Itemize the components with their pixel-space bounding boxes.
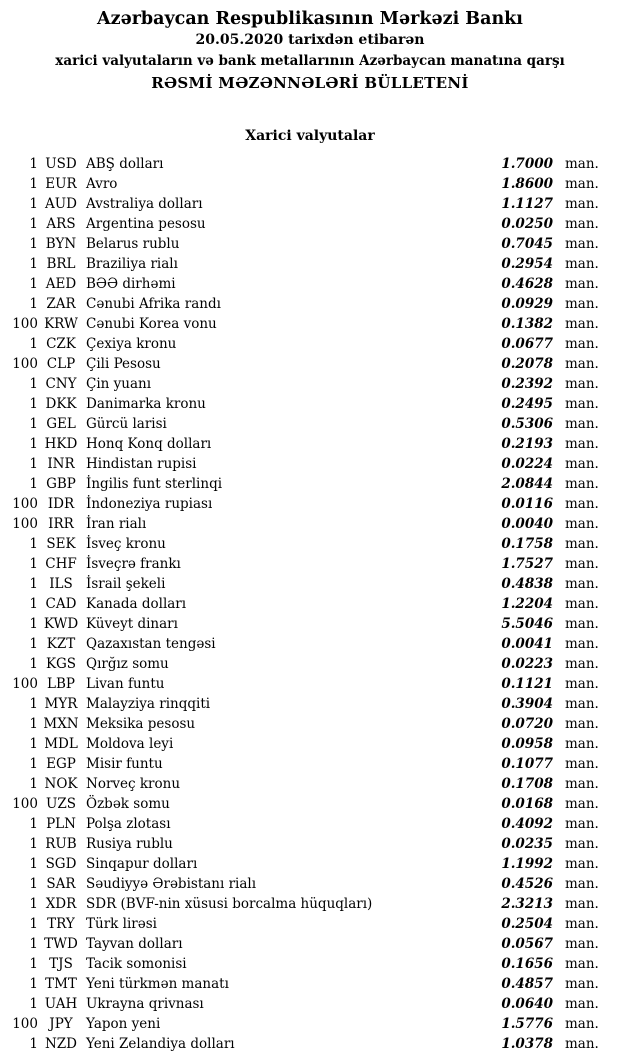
- rate-row: [0, 834, 620, 854]
- rate-unit: man.: [565, 216, 599, 232]
- rate-quantity: 1: [29, 536, 38, 552]
- currency-name: Danimarka kronu: [86, 396, 206, 412]
- rate-value: 0.3904: [501, 696, 553, 712]
- currency-code: CLP: [46, 356, 76, 372]
- rate-quantity: 1: [29, 256, 38, 272]
- rate-row: [0, 694, 620, 714]
- currency-code: RUB: [45, 836, 77, 852]
- rate-row: [0, 154, 620, 174]
- rate-row: [0, 974, 620, 994]
- rate-quantity: 100: [12, 496, 38, 512]
- rate-row: [0, 854, 620, 874]
- rate-unit: man.: [565, 376, 599, 392]
- rate-row: [0, 474, 620, 494]
- currency-name: Ukrayna qrivnası: [86, 996, 204, 1012]
- rate-row: [0, 874, 620, 894]
- rate-row: [0, 674, 620, 694]
- rate-row: [0, 394, 620, 414]
- currency-code: KRW: [44, 316, 78, 332]
- rate-unit: man.: [565, 236, 599, 252]
- currency-code: KGS: [45, 656, 77, 672]
- rate-quantity: 1: [29, 956, 38, 972]
- rate-value: 0.0223: [501, 656, 553, 672]
- currency-name: Hindistan rupisi: [86, 456, 197, 472]
- currency-name: Malayziya rinqqiti: [86, 696, 211, 712]
- rate-quantity: 1: [29, 376, 38, 392]
- rate-row: [0, 754, 620, 774]
- rate-value: 0.2193: [501, 436, 553, 452]
- currency-name: Tayvan dolları: [86, 936, 183, 952]
- rate-row: [0, 514, 620, 534]
- rate-value: 0.0640: [501, 996, 553, 1012]
- rate-row: [0, 534, 620, 554]
- currency-code: BRL: [46, 256, 76, 272]
- currency-code: SEK: [46, 536, 76, 552]
- currency-code: AED: [45, 276, 77, 292]
- rate-unit: man.: [565, 336, 599, 352]
- rate-value: 0.0041: [501, 636, 553, 652]
- currency-code: TMT: [45, 976, 77, 992]
- rate-quantity: 1: [29, 1036, 38, 1052]
- rate-row: [0, 934, 620, 954]
- rate-unit: man.: [565, 656, 599, 672]
- rate-quantity: 1: [29, 396, 38, 412]
- rate-value: 2.0844: [501, 476, 553, 492]
- rate-value: 0.2392: [501, 376, 553, 392]
- rate-unit: man.: [565, 476, 599, 492]
- rate-unit: man.: [565, 1036, 599, 1052]
- rate-value: 1.1992: [501, 856, 553, 872]
- currency-name: Türk lirəsi: [86, 916, 157, 932]
- rate-value: 0.0168: [501, 796, 553, 812]
- currency-name: BƏƏ dirhəmi: [86, 276, 176, 292]
- currency-code: MDL: [44, 736, 78, 752]
- rate-unit: man.: [565, 716, 599, 732]
- currency-name: Çexiya kronu: [86, 336, 177, 352]
- rate-value: 0.0720: [501, 716, 553, 732]
- rates-table: [0, 154, 620, 1054]
- currency-code: UAH: [44, 996, 78, 1012]
- rate-row: [0, 334, 620, 354]
- rate-value: 0.4628: [501, 276, 553, 292]
- rate-unit: man.: [565, 696, 599, 712]
- rate-unit: man.: [565, 356, 599, 372]
- rate-row: [0, 454, 620, 474]
- currency-code: CHF: [45, 556, 77, 572]
- rate-value: 0.0040: [501, 516, 553, 532]
- rate-row: [0, 434, 620, 454]
- rate-quantity: 1: [29, 576, 38, 592]
- currency-code: IRR: [48, 516, 74, 532]
- rate-unit: man.: [565, 316, 599, 332]
- rate-quantity: 1: [29, 216, 38, 232]
- rate-quantity: 1: [29, 176, 38, 192]
- rate-value: 0.4526: [501, 876, 553, 892]
- rate-quantity: 1: [29, 416, 38, 432]
- section-title-foreign-currencies: Xarici valyutalar: [245, 128, 375, 144]
- currency-code: CZK: [46, 336, 76, 352]
- rate-quantity: 1: [29, 196, 38, 212]
- rate-value: 0.0250: [501, 216, 553, 232]
- currency-name: Polşa zlotası: [86, 816, 171, 832]
- rate-row: [0, 994, 620, 1014]
- rate-row: [0, 814, 620, 834]
- rate-quantity: 1: [29, 456, 38, 472]
- rate-unit: man.: [565, 896, 599, 912]
- rate-quantity: 100: [12, 356, 38, 372]
- rate-quantity: 1: [29, 856, 38, 872]
- rate-row: [0, 174, 620, 194]
- rate-quantity: 1: [29, 836, 38, 852]
- rate-row: [0, 1034, 620, 1054]
- rate-value: 0.1382: [501, 316, 553, 332]
- currency-name: Belarus rublu: [86, 236, 180, 252]
- currency-name: Yeni Zelandiya dolları: [86, 1036, 235, 1052]
- currency-code: ARS: [46, 216, 76, 232]
- rate-unit: man.: [565, 1016, 599, 1032]
- currency-code: IDR: [47, 496, 75, 512]
- currency-code: DKK: [45, 396, 77, 412]
- currency-code: EUR: [45, 176, 77, 192]
- rate-quantity: 1: [29, 876, 38, 892]
- rate-row: [0, 614, 620, 634]
- rate-value: 0.2504: [501, 916, 553, 932]
- currency-code: BYN: [45, 236, 77, 252]
- rate-unit: man.: [565, 956, 599, 972]
- currency-code: GEL: [46, 416, 76, 432]
- rate-unit: man.: [565, 996, 599, 1012]
- rate-row: [0, 314, 620, 334]
- rate-value: 0.1708: [501, 776, 553, 792]
- currency-name: Argentina pesosu: [86, 216, 206, 232]
- rate-value: 0.4857: [501, 976, 553, 992]
- currency-code: XDR: [45, 896, 77, 912]
- rate-row: [0, 234, 620, 254]
- rate-row: [0, 554, 620, 574]
- currency-code: KZT: [46, 636, 76, 652]
- rate-unit: man.: [565, 916, 599, 932]
- rate-unit: man.: [565, 436, 599, 452]
- rate-quantity: 1: [29, 596, 38, 612]
- currency-code: PLN: [46, 816, 76, 832]
- currency-code: INR: [47, 456, 75, 472]
- rate-unit: man.: [565, 276, 599, 292]
- currency-code: KWD: [43, 616, 79, 632]
- currency-name: Çin yuanı: [86, 376, 152, 392]
- currency-name: Honq Konq dolları: [86, 436, 212, 452]
- rate-unit: man.: [565, 176, 599, 192]
- currency-name: Yeni türkmən manatı: [86, 976, 229, 992]
- rate-row: [0, 774, 620, 794]
- currency-name: Rusiya rublu: [86, 836, 173, 852]
- currency-name: Yapon yeni: [86, 1016, 161, 1032]
- rate-value: 0.0958: [501, 736, 553, 752]
- rate-quantity: 1: [29, 696, 38, 712]
- rate-quantity: 100: [12, 316, 38, 332]
- rate-quantity: 1: [29, 156, 38, 172]
- rate-value: 1.8600: [501, 176, 553, 192]
- rate-quantity: 1: [29, 756, 38, 772]
- bulletin-title: RƏSMİ MƏZƏNNƏLƏRİ BÜLLETENİ: [151, 74, 469, 92]
- rate-unit: man.: [565, 576, 599, 592]
- rate-unit: man.: [565, 456, 599, 472]
- rate-unit: man.: [565, 296, 599, 312]
- rate-unit: man.: [565, 556, 599, 572]
- rate-value: 0.7045: [501, 236, 553, 252]
- rate-unit: man.: [565, 536, 599, 552]
- rate-row: [0, 274, 620, 294]
- currency-name: Özbək somu: [86, 796, 170, 812]
- currency-name: ABŞ dolları: [86, 156, 164, 172]
- rate-value: 1.2204: [501, 596, 553, 612]
- rate-quantity: 1: [29, 436, 38, 452]
- rate-value: 0.5306: [501, 416, 553, 432]
- rate-quantity: 100: [12, 516, 38, 532]
- currency-name: Gürcü larisi: [86, 416, 167, 432]
- rate-value: 1.0378: [501, 1036, 553, 1052]
- rate-value: 0.0235: [501, 836, 553, 852]
- rate-row: [0, 894, 620, 914]
- currency-name: SDR (BVF-nin xüsusi borcalma hüquqları): [86, 896, 373, 912]
- rate-row: [0, 634, 620, 654]
- currency-name: İsveçrə frankı: [86, 556, 181, 572]
- currency-code: AUD: [45, 196, 77, 212]
- rate-unit: man.: [565, 496, 599, 512]
- currency-code: EGP: [46, 756, 76, 772]
- currency-code: TRY: [47, 916, 75, 932]
- rate-unit: man.: [565, 856, 599, 872]
- currency-name: Meksika pesosu: [86, 716, 196, 732]
- rate-row: [0, 494, 620, 514]
- rate-quantity: 1: [29, 636, 38, 652]
- rate-value: 0.0224: [501, 456, 553, 472]
- currency-name: Cənubi Korea vonu: [86, 316, 217, 332]
- rate-value: 1.1127: [501, 196, 553, 212]
- rate-unit: man.: [565, 816, 599, 832]
- rate-quantity: 1: [29, 816, 38, 832]
- currency-name: Misir funtu: [86, 756, 163, 772]
- currency-name: İsveç kronu: [86, 536, 166, 552]
- currency-name: Kanada dolları: [86, 596, 187, 612]
- currency-code: ILS: [49, 576, 73, 592]
- rate-unit: man.: [565, 156, 599, 172]
- currency-code: CNY: [45, 376, 77, 392]
- rate-unit: man.: [565, 416, 599, 432]
- currency-name: Çili Pesosu: [86, 356, 161, 372]
- rate-quantity: 1: [29, 276, 38, 292]
- currency-code: TJS: [49, 956, 73, 972]
- currency-code: HKD: [44, 436, 78, 452]
- rate-unit: man.: [565, 976, 599, 992]
- rate-quantity: 1: [29, 336, 38, 352]
- currency-code: MXN: [43, 716, 79, 732]
- rate-value: 0.1758: [501, 536, 553, 552]
- currency-code: SGD: [45, 856, 77, 872]
- rate-value: 0.2954: [501, 256, 553, 272]
- rate-quantity: 1: [29, 976, 38, 992]
- rate-quantity: 100: [12, 676, 38, 692]
- currency-name: Livan funtu: [86, 676, 165, 692]
- scope-line: xarici valyutaların və bank metallarının Azərbaycan manatına qarşı: [55, 53, 565, 69]
- currency-name: Braziliya rialı: [86, 256, 178, 272]
- rate-unit: man.: [565, 936, 599, 952]
- rate-row: [0, 954, 620, 974]
- currency-code: MYR: [44, 696, 78, 712]
- rate-row: [0, 654, 620, 674]
- rate-value: 1.7527: [501, 556, 553, 572]
- rate-quantity: 1: [29, 996, 38, 1012]
- rate-row: [0, 714, 620, 734]
- rate-unit: man.: [565, 516, 599, 532]
- rate-unit: man.: [565, 196, 599, 212]
- rate-unit: man.: [565, 676, 599, 692]
- rate-value: 0.1656: [501, 956, 553, 972]
- currency-code: NZD: [44, 1036, 78, 1052]
- rate-quantity: 1: [29, 296, 38, 312]
- rate-unit: man.: [565, 756, 599, 772]
- rate-row: [0, 354, 620, 374]
- rate-value: 0.2078: [501, 356, 553, 372]
- currency-name: Moldova leyi: [86, 736, 174, 752]
- currency-name: Küveyt dinarı: [86, 616, 178, 632]
- rate-unit: man.: [565, 616, 599, 632]
- rate-quantity: 1: [29, 936, 38, 952]
- rate-value: 0.1121: [501, 676, 553, 692]
- rate-unit: man.: [565, 736, 599, 752]
- currency-name: Avstraliya dolları: [86, 196, 203, 212]
- currency-name: Avro: [86, 176, 118, 192]
- currency-code: USD: [45, 156, 77, 172]
- rate-value: 0.0116: [501, 496, 553, 512]
- currency-code: LBP: [47, 676, 75, 692]
- currency-code: SAR: [46, 876, 76, 892]
- rate-quantity: 1: [29, 476, 38, 492]
- currency-code: JPY: [49, 1016, 73, 1032]
- rate-unit: man.: [565, 776, 599, 792]
- rate-row: [0, 194, 620, 214]
- rate-unit: man.: [565, 396, 599, 412]
- rate-quantity: 1: [29, 916, 38, 932]
- rate-quantity: 100: [12, 1016, 38, 1032]
- rate-unit: man.: [565, 256, 599, 272]
- rate-value: 1.5776: [501, 1016, 553, 1032]
- effective-date-line: 20.05.2020 tarixdən etibarən: [195, 32, 425, 48]
- currency-name: İsrail şekeli: [86, 576, 166, 592]
- rate-value: 0.1077: [501, 756, 553, 772]
- rate-quantity: 1: [29, 236, 38, 252]
- currency-name: Tacik somonisi: [86, 956, 187, 972]
- rate-row: [0, 294, 620, 314]
- currency-code: UZS: [45, 796, 76, 812]
- currency-code: CAD: [45, 596, 77, 612]
- currency-name: İndoneziya rupiası: [86, 496, 213, 512]
- currency-name: İran rialı: [86, 516, 147, 532]
- currency-code: GBP: [46, 476, 76, 492]
- rate-value: 0.2495: [501, 396, 553, 412]
- rate-row: [0, 794, 620, 814]
- rate-value: 0.4838: [501, 576, 553, 592]
- currency-code: TWD: [44, 936, 78, 952]
- currency-name: Səudiyyə Ərəbistanı rialı: [86, 876, 257, 892]
- currency-name: Qırğız somu: [86, 656, 169, 672]
- rate-row: [0, 594, 620, 614]
- bank-name: Azərbaycan Respublikasının Mərkəzi Bankı: [97, 9, 523, 29]
- rate-quantity: 1: [29, 556, 38, 572]
- rate-value: 1.7000: [501, 156, 553, 172]
- rate-row: [0, 414, 620, 434]
- rate-unit: man.: [565, 596, 599, 612]
- rate-row: [0, 214, 620, 234]
- rate-quantity: 1: [29, 736, 38, 752]
- currency-name: İngilis funt sterlinqi: [86, 476, 223, 492]
- rate-row: [0, 734, 620, 754]
- rate-quantity: 1: [29, 896, 38, 912]
- bulletin-header: [0, 0, 620, 94]
- rate-value: 0.0929: [501, 296, 553, 312]
- rate-row: [0, 914, 620, 934]
- currency-name: Sinqapur dolları: [86, 856, 198, 872]
- rate-value: 0.0567: [501, 936, 553, 952]
- rate-row: [0, 1014, 620, 1034]
- rate-quantity: 1: [29, 776, 38, 792]
- currency-name: Qazaxıstan tengəsi: [86, 636, 216, 652]
- rate-unit: man.: [565, 796, 599, 812]
- rate-unit: man.: [565, 636, 599, 652]
- rate-value: 0.4092: [501, 816, 553, 832]
- rate-quantity: 100: [12, 796, 38, 812]
- currency-name: Norveç kronu: [86, 776, 181, 792]
- rate-value: 5.5046: [501, 616, 553, 632]
- rate-row: [0, 254, 620, 274]
- rate-quantity: 1: [29, 616, 38, 632]
- rate-value: 2.3213: [501, 896, 553, 912]
- currency-code: ZAR: [46, 296, 76, 312]
- rate-quantity: 1: [29, 716, 38, 732]
- currency-code: NOK: [44, 776, 78, 792]
- currency-name: Cənubi Afrika randı: [86, 296, 221, 312]
- rate-row: [0, 574, 620, 594]
- rate-value: 0.0677: [501, 336, 553, 352]
- rate-unit: man.: [565, 836, 599, 852]
- rate-unit: man.: [565, 876, 599, 892]
- rate-row: [0, 374, 620, 394]
- rate-quantity: 1: [29, 656, 38, 672]
